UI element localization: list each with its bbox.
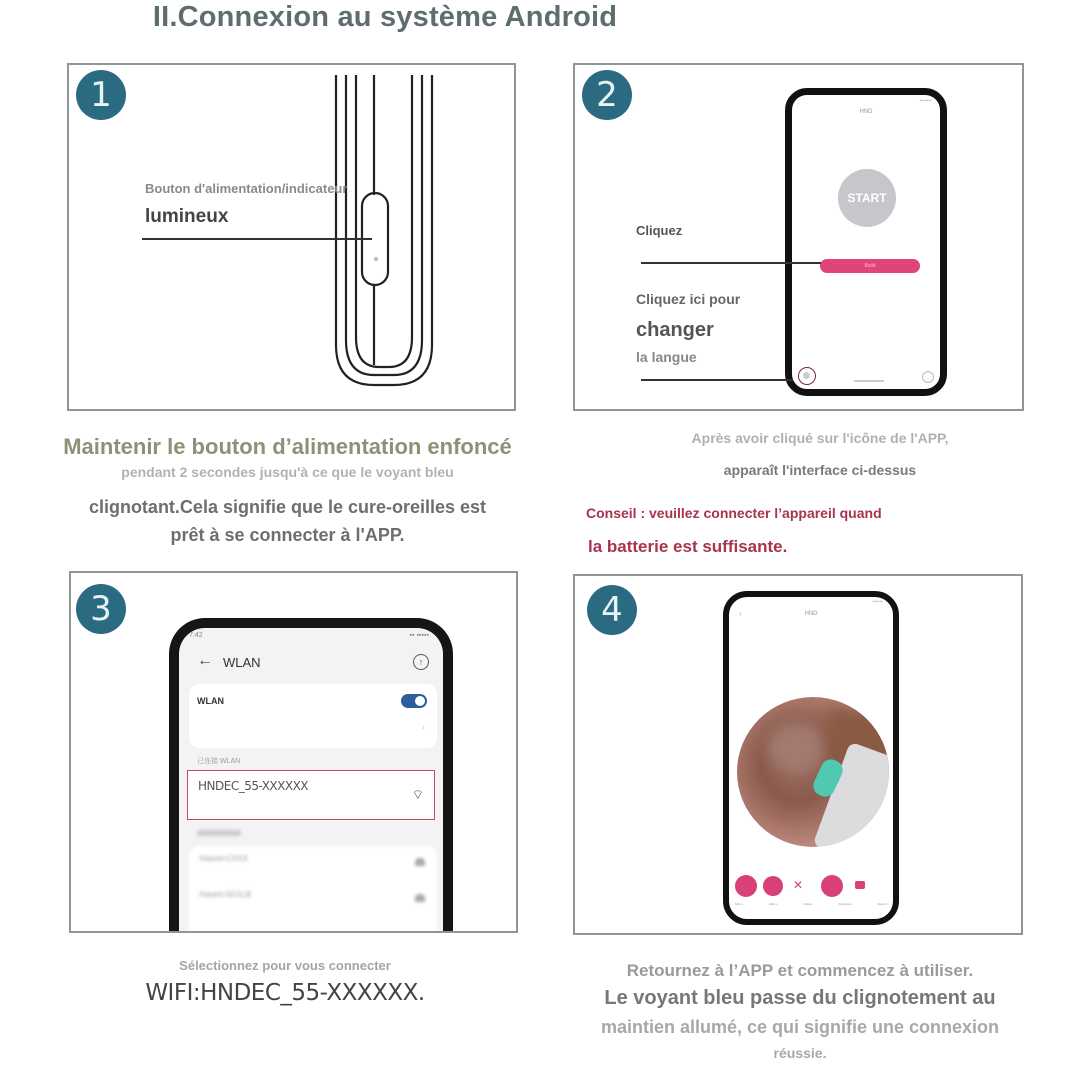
callout-line — [641, 262, 821, 264]
step-4-caption-line: maintien allumé, ce qui signifie une connexion — [600, 1017, 1000, 1037]
camera-toolbar — [735, 875, 887, 909]
step-1-caption-line: prêt à se connecter à l'APP. — [170, 525, 405, 545]
help-icon[interactable] — [922, 371, 934, 383]
album-button[interactable] — [763, 876, 783, 896]
info-icon[interactable]: ↑ — [413, 654, 429, 670]
step-2-panel — [573, 63, 1024, 411]
wlan-toggle-label: WLAN — [197, 696, 224, 706]
wifi-locked-icon: ⌔ — [411, 787, 424, 802]
app-header-title: HND — [859, 109, 873, 115]
step-4-caption-line: réussie. — [773, 1045, 827, 1061]
power-button-callout-label: Bouton d'alimentation/indicateur — [145, 181, 348, 196]
toolbar-label: Rotate — [803, 902, 813, 906]
ear-cleaner-device-illustration — [324, 75, 444, 390]
language-callout-label: la langue — [636, 349, 697, 365]
language-callout-label-large: changer — [636, 319, 714, 341]
chevron-right-icon[interactable]: › — [421, 722, 425, 733]
step-number-badge: 4 — [587, 585, 637, 635]
callout-line — [142, 238, 372, 240]
rotate-icon[interactable]: ✕ — [793, 878, 804, 892]
step-1-caption-line: pendant 2 secondes jusqu'à ce que le voyant bleu — [121, 464, 454, 480]
step-4-panel — [573, 574, 1023, 935]
wlan-screen-title: WLAN — [223, 655, 261, 670]
network-list-item[interactable]: Xiaomi-CXXX — [199, 854, 248, 863]
tip-text: la batterie est suffisante. — [588, 537, 788, 556]
other-networks-card — [189, 846, 437, 933]
network-list-item-highlighted[interactable] — [187, 770, 435, 820]
tip-text: Conseil : veuillez connecter l’appareil quand — [586, 505, 882, 521]
language-icon[interactable] — [798, 367, 816, 385]
status-bar: ▪▪▪▪▪▪▪ — [919, 98, 932, 104]
toolbar-labels — [735, 902, 887, 906]
wlan-toggle[interactable] — [401, 694, 427, 708]
step-number-badge: 2 — [582, 70, 632, 120]
click-callout-label: Cliquez — [636, 223, 683, 238]
bottom-label — [854, 380, 884, 382]
step-number-badge: 3 — [76, 584, 126, 634]
toolbar-label: Mirror — [735, 902, 743, 906]
phone-mockup — [169, 618, 453, 933]
power-button-callout-label-large: lumineux — [145, 206, 229, 227]
wifi-network-name-caption: WIFI:HNDEC_55-XXXXXX. — [145, 980, 425, 1006]
step-2-caption-line: Après avoir cliqué sur l'icône de l'APP, — [691, 430, 949, 446]
toolbar-label: Record — [877, 902, 887, 906]
status-bar: ▪▪▪▪▪▪ — [872, 599, 883, 605]
step-4-caption-line: Le voyant bleu passe du clignotement au — [604, 987, 996, 1009]
otoscope-camera-view — [737, 697, 889, 847]
connected-wlan-section-label: 已连接 WLAN — [197, 758, 241, 765]
record-icon[interactable] — [855, 881, 865, 889]
step-3-caption-line: Sélectionnez pour vous connecter — [179, 958, 391, 973]
wifi-icon — [415, 858, 425, 866]
back-icon[interactable]: ‹ — [739, 609, 742, 618]
step-1-panel — [67, 63, 516, 411]
network-list-item[interactable]: Xiaomi-5G1LB — [199, 890, 252, 899]
step-1-caption-heading: Maintenir le bouton d’alimentation enfoncé — [63, 434, 512, 459]
toolbar-label: Snapshot — [838, 902, 852, 906]
app-header-title: HND — [804, 611, 818, 617]
step-3-panel — [69, 571, 518, 933]
mirror-button[interactable] — [735, 875, 757, 897]
snapshot-button[interactable] — [821, 875, 843, 897]
step-1-caption-line: clignotant.Cela signifie que le cure-oreilles est — [88, 497, 487, 517]
start-button[interactable]: START — [838, 169, 896, 227]
page-title: II.Connexion au système Android — [152, 1, 618, 33]
pink-action-button[interactable]: Build — [820, 259, 920, 273]
language-callout-label: Cliquez ici pour — [636, 291, 741, 307]
phone-mockup — [785, 88, 947, 396]
phone-mockup — [723, 591, 899, 925]
toolbar-label: Album — [768, 902, 778, 906]
network-name: HNDEC_55-XXXXXX — [198, 779, 309, 793]
other-networks-label — [197, 830, 241, 836]
back-arrow-icon[interactable]: ← — [197, 652, 213, 669]
status-bar: 7:42 ▪▪ ▪▪▪▪▪ — [189, 632, 429, 639]
wlan-toggle-card — [189, 684, 437, 748]
step-4-caption-line: Retournez à l’APP et commencez à utiliser. — [626, 961, 974, 980]
step-number-badge: 1 — [76, 70, 126, 120]
step-2-caption-line: apparaît l'interface ci-dessus — [723, 462, 917, 478]
callout-line — [641, 379, 793, 381]
wifi-icon — [415, 894, 425, 902]
